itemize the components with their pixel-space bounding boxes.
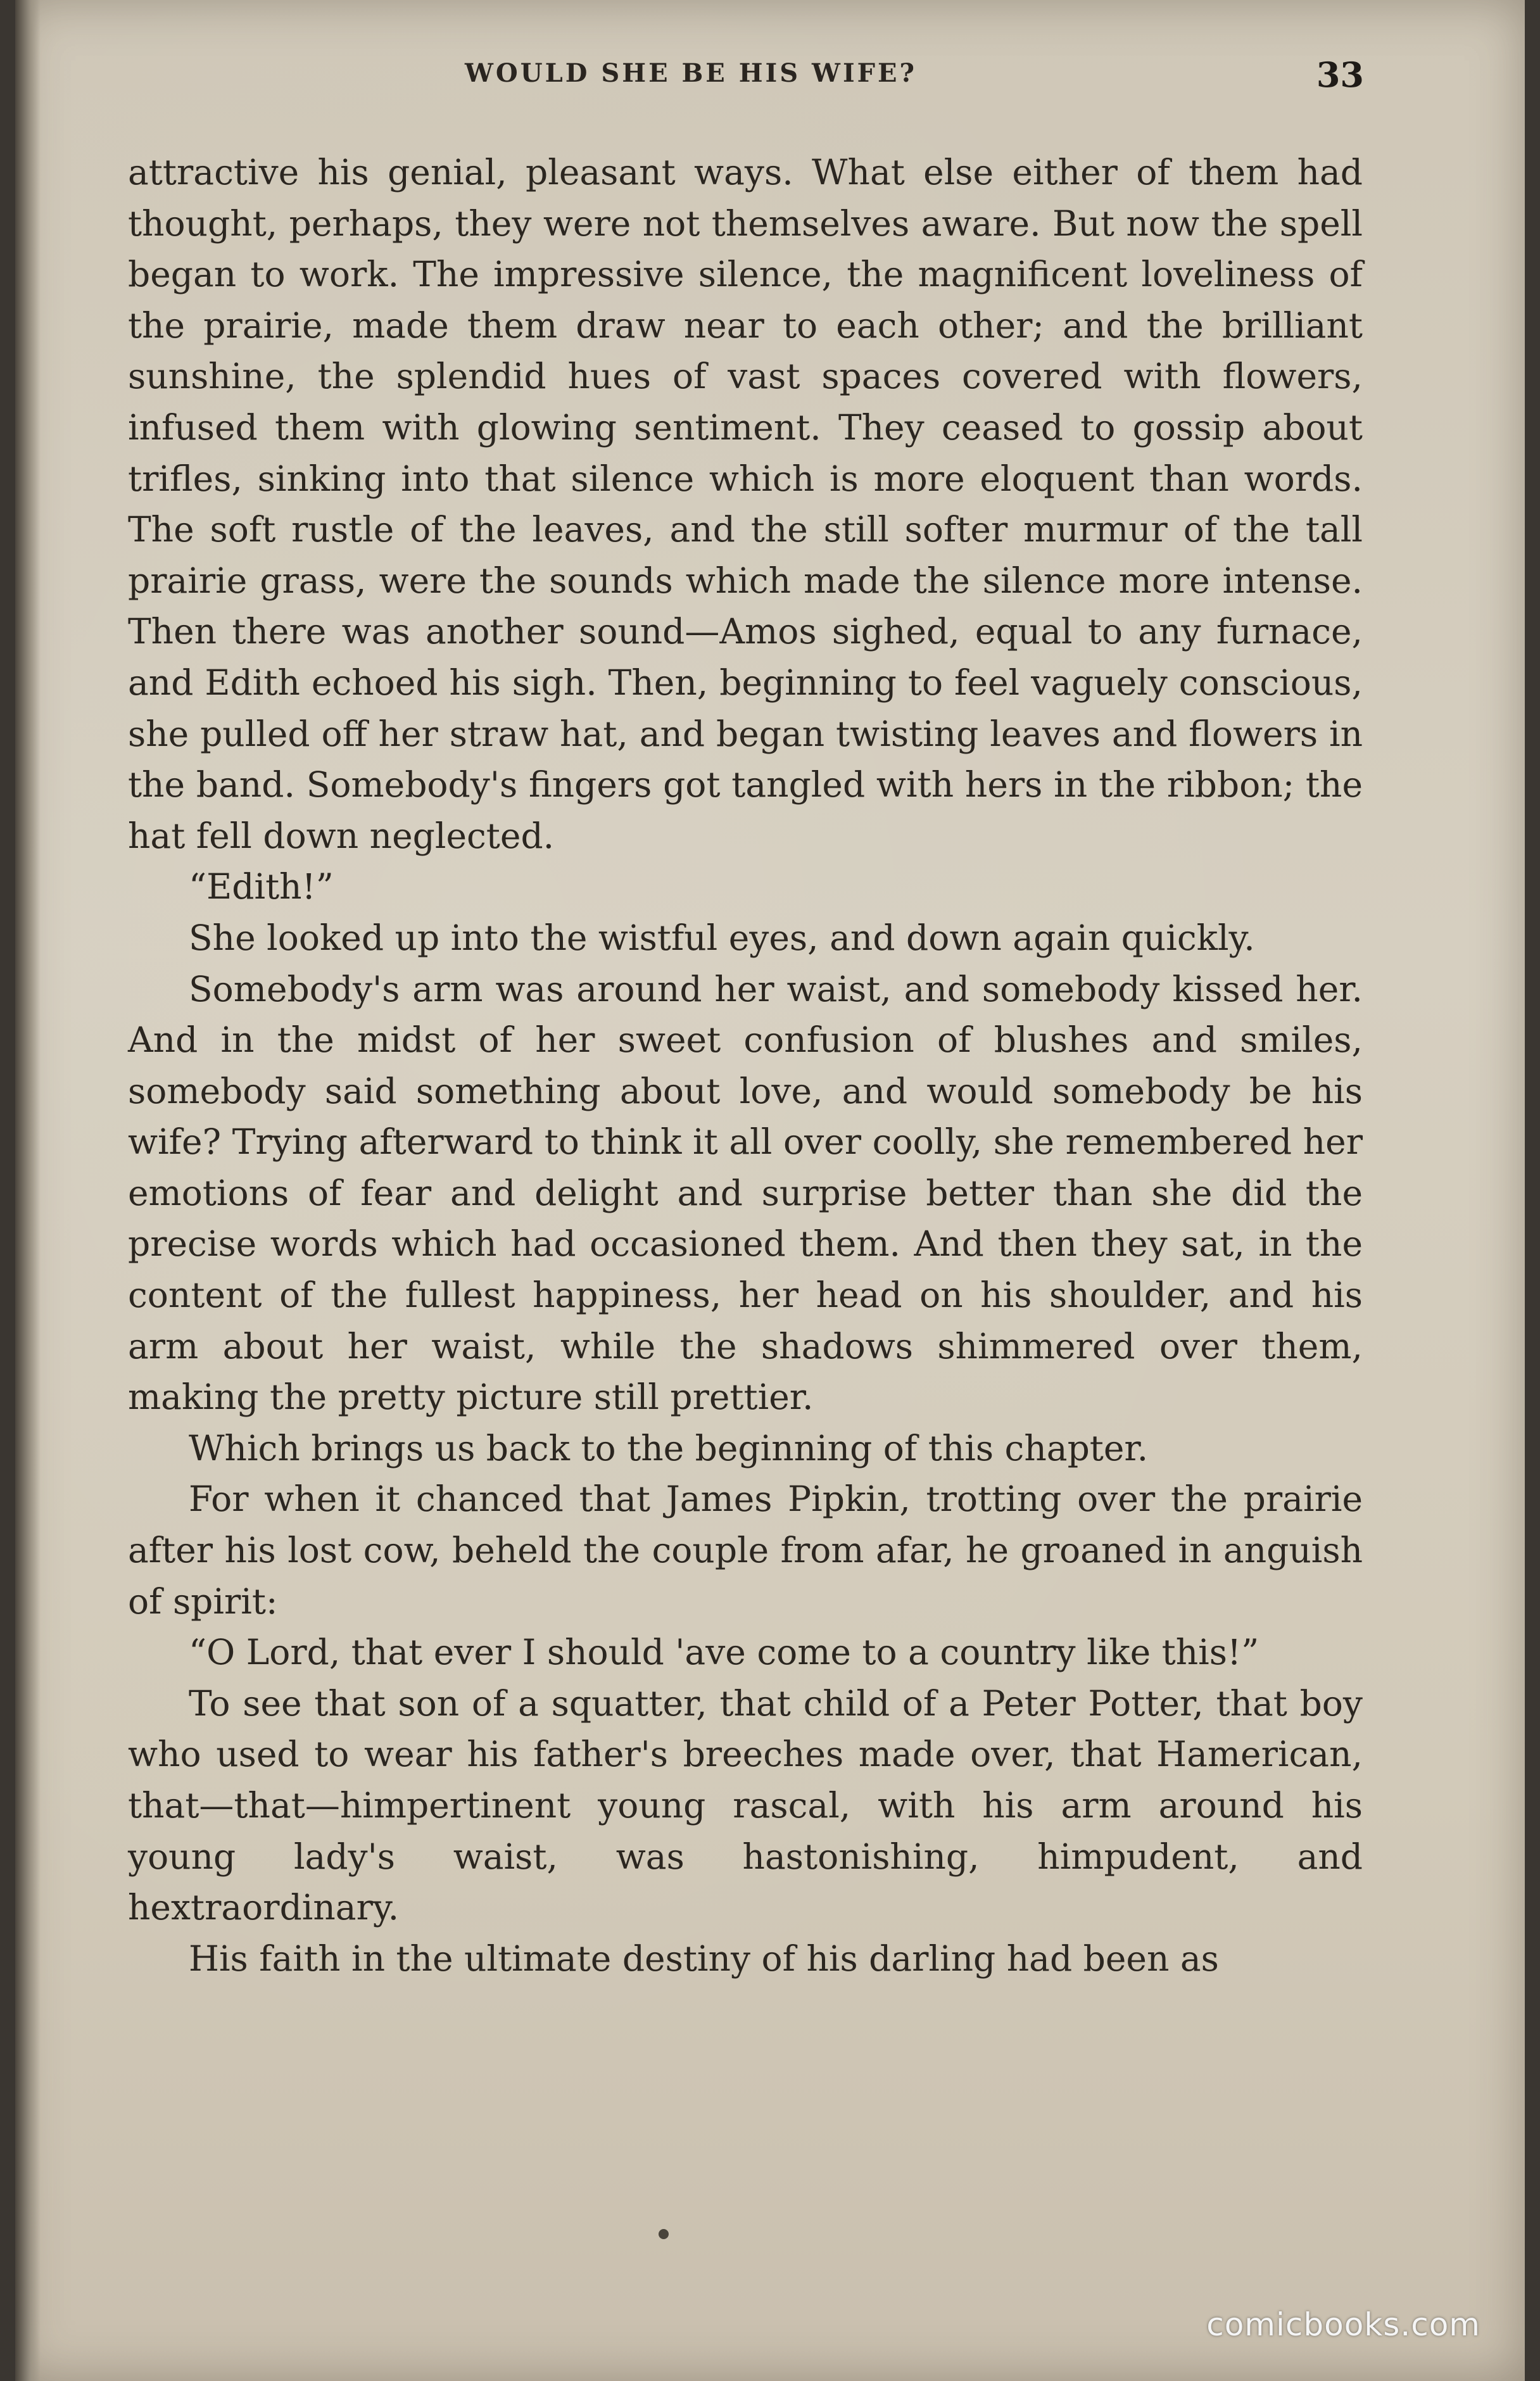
paragraph: For when it chanced that James Pipkin, trotting over the prairie after his lost cow, beheld the couple from afar, he groaned in anguish of spirit: bbox=[128, 1479, 1363, 1622]
paragraph: She looked up into the wistful eyes, and down again quickly. bbox=[189, 917, 1255, 958]
paragraph: Somebody's arm was around her waist, and somebody kissed her. And in the midst of her sweet confusion of blushes and smiles, somebody said something about love, and would somebody be his wife? Trying afterward to think it all over coolly, she remembered her emotions of fear and delight and surprise better than she did the precise words which had occasioned them. And then they sat, in the content of the fullest happiness, her head on his shoulder, and his arm about her waist, while the shadows shimmered over them, making the pretty picture still prettier. bbox=[128, 968, 1363, 1418]
page-gutter-shadow bbox=[15, 0, 41, 2381]
paragraph: attractive his genial, pleasant ways. What else either of them had thought, perhaps, they were not themselves aware. But now the spell began to work. The impressive silence, the magnificent loveliness of the prairie, made them draw near to each other; and the brilliant sunshine, the splendid hues of vast spaces covered with flowers, infused them with glowing sentiment. They ceased to gossip about trifles, sinking into that silence which is more eloquent than words. The soft rustle of the leaves, and the still softer murmur of the tall prairie grass, were the sounds which made the silence more intense. Then there was another sound—Amos sighed, equal to any furnace, and Edith echoed his sigh. Then, beginning to feel vaguely conscious, she pulled off her straw hat, and began twisting leaves and flowers in the band. Somebody's fingers got tangled with hers in the ribbon; the hat fell down neglected. bbox=[128, 152, 1363, 856]
paragraph: His faith in the ultimate destiny of his darling had been as bbox=[189, 1938, 1219, 1979]
book-page bbox=[15, 0, 1525, 2381]
paragraph: “O Lord, that ever I should 'ave come to a country like this!” bbox=[189, 1632, 1259, 1673]
body-text bbox=[128, 147, 1363, 1984]
paragraph: To see that son of a squatter, that child of a Peter Potter, that boy who used to wear his father's breeches made over, that Hamerican, that—that—himpertinent young rascal, with his arm around his young lady's waist, was hastonishing, himpudent, and hextraordinary. bbox=[128, 1683, 1363, 1928]
running-head: WOULD SHE BE HIS WIFE? bbox=[465, 58, 917, 88]
paragraph: “Edith!” bbox=[189, 866, 334, 907]
watermark: comicbooks.com bbox=[1206, 2306, 1480, 2343]
paragraph: Which brings us back to the beginning of this chapter. bbox=[189, 1427, 1149, 1468]
page-header bbox=[123, 54, 1364, 109]
page-number: 33 bbox=[1316, 54, 1364, 95]
ink-spot bbox=[659, 2229, 669, 2239]
